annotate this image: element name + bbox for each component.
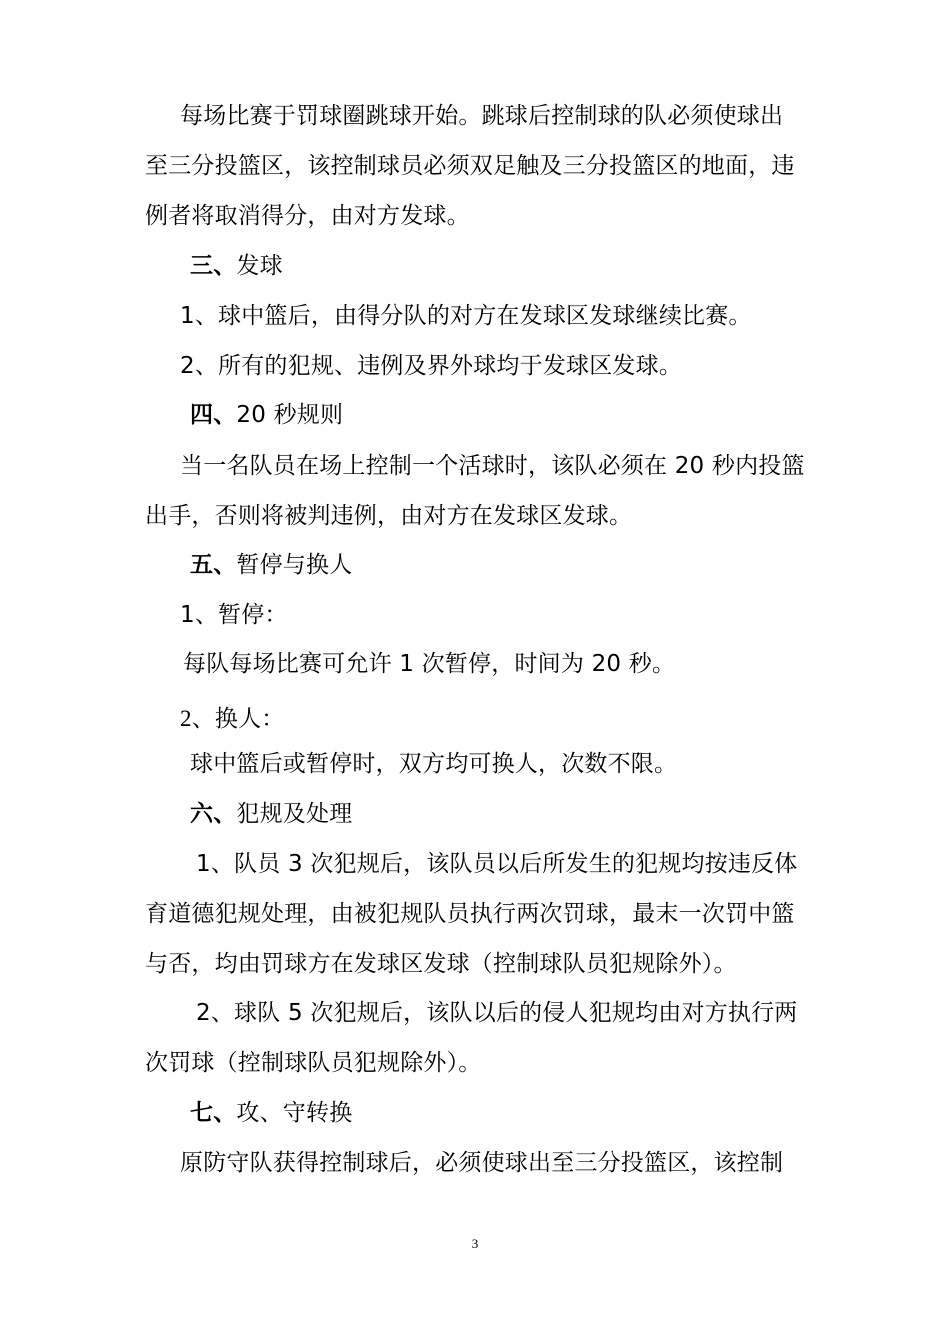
paragraph-line: 每队每场比赛可允许 1 次暂停，时间为 20 秒。: [183, 651, 676, 677]
paragraph-line: 2、所有的犯规、违例及界外球均于发球区发球。: [180, 353, 683, 379]
heading-title: 攻、守转换: [236, 1100, 353, 1126]
page-number: 3: [471, 1236, 479, 1251]
paragraph-line: 育道德犯规处理，由被犯规队员执行两次罚球，最末一次罚中篮: [145, 901, 795, 927]
paragraph-line: 每场比赛于罚球圈跳球开始。跳球后控制球的队必须使球出: [180, 103, 784, 129]
paragraph-line: 1、队员 3 次犯规后，该队员以后所发生的犯规均按违反体: [196, 851, 798, 877]
paragraph-line: 出手，否则将被判违例，由对方在发球区发球。: [145, 503, 633, 529]
heading-number: 四、: [190, 402, 237, 428]
heading-title: 犯规及处理: [236, 801, 353, 827]
heading-number: 六、: [190, 801, 237, 827]
list-text: 、换人：: [191, 706, 285, 732]
paragraph-line: 1、暂停：: [180, 602, 288, 628]
paragraph-line: 原防守队获得控制球后，必须使球出至三分投篮区，该控制: [180, 1150, 784, 1176]
section-heading-serve: [190, 251, 860, 281]
paragraph-line: 次罚球（控制球队员犯规除外）。: [145, 1050, 482, 1076]
heading-title: 20 秒规则: [236, 402, 344, 428]
paragraph-line: 当一名队员在场上控制一个活球时，该队必须在 20 秒内投篮: [180, 453, 805, 479]
list-number: 2: [180, 706, 192, 731]
section-heading-offense-defense-switch: [190, 1098, 860, 1128]
heading-title: 发球: [236, 253, 283, 279]
section-heading-timeout-substitution: [190, 550, 860, 580]
paragraph-line: 1、球中篮后，由得分队的对方在发球区发球继续比赛。: [180, 303, 752, 329]
paragraph-line: 球中篮后或暂停时，双方均可换人，次数不限。: [190, 751, 678, 777]
paragraph-line: 例者将取消得分，由对方发球。: [145, 203, 470, 229]
paragraph-line: [180, 704, 850, 734]
section-heading-fouls: [190, 799, 860, 829]
heading-title: 暂停与换人: [236, 552, 353, 578]
paragraph-line: 与否，均由罚球方在发球区发球（控制球队员犯规除外）。: [145, 951, 737, 977]
heading-number: 七、: [190, 1100, 237, 1126]
paragraph-line: 至三分投篮区，该控制球员必须双足触及三分投篮区的地面，违: [145, 153, 795, 179]
paragraph-line: 2、球队 5 次犯规后，该队以后的侵人犯规均由对方执行两: [196, 1000, 798, 1026]
heading-number: 三、: [190, 253, 237, 279]
section-heading-20-second-rule: [190, 400, 860, 430]
heading-number: 五、: [190, 552, 237, 578]
